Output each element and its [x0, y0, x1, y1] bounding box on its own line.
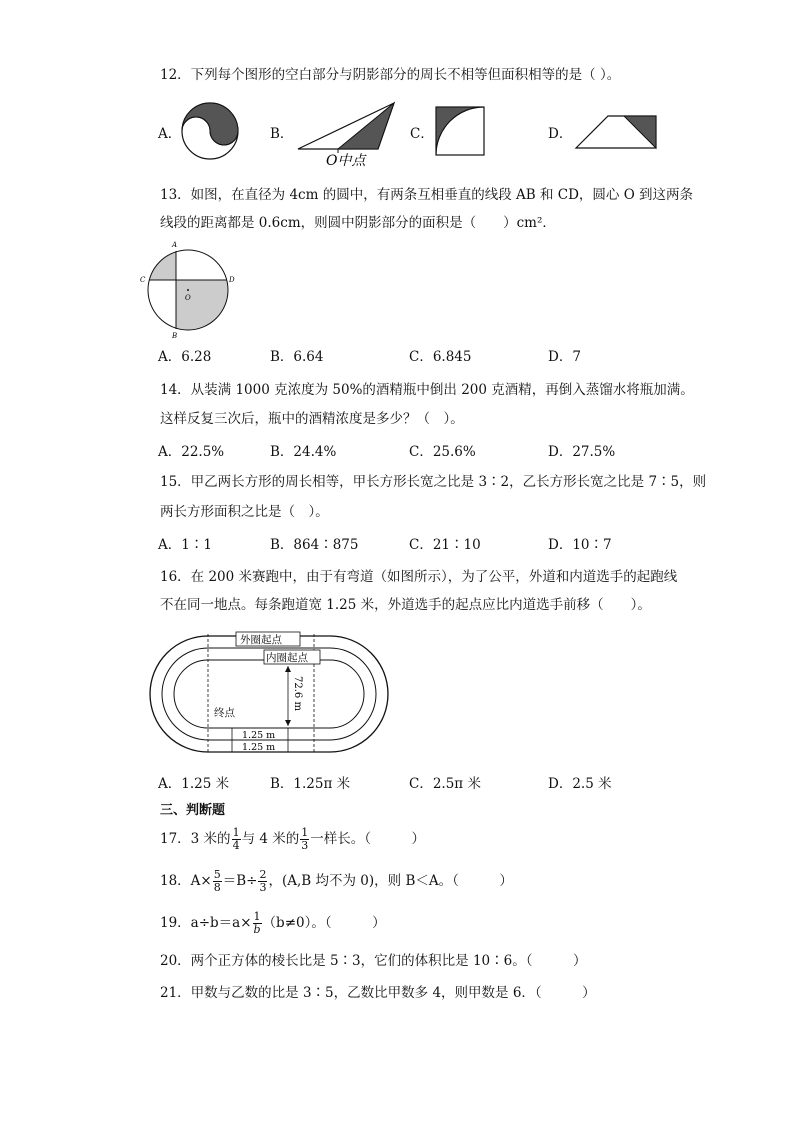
- question-13-line1: 13．如图，在直径为 4cm 的圆中，有两条互相垂直的线段 AB 和 CD，圆心 O 到这两条: [160, 187, 694, 203]
- question-19: [160, 908, 680, 938]
- q17-f2-numerator: 1: [301, 826, 309, 839]
- option-a[interactable]: A．22.5%: [158, 444, 225, 460]
- question-15-options: [158, 533, 698, 557]
- option-d[interactable]: D．2.5 米: [548, 776, 612, 792]
- track-lane2-label: 1.25 m: [242, 742, 276, 753]
- question-14-options: [158, 440, 698, 464]
- q18-part3: ，(A,B 均不为 0)，则 B＜A。（ ）: [268, 873, 513, 889]
- question-14-line2: 这样反复三次后，瓶中的酒精浓度是多少？（ ）。: [160, 411, 464, 427]
- option-d[interactable]: D．10∶7: [548, 537, 612, 553]
- q17-f2-denominator: 3: [301, 839, 309, 852]
- question-12-text: 12．下列每个图形的空白部分与阴影部分的周长不相等但面积相等的是（ ）。: [160, 67, 621, 83]
- q17-fraction-2: [300, 827, 309, 852]
- question-20: 20．两个正方体的棱长比是 5∶3，它们的体积比是 10∶6。（ ）: [160, 953, 587, 969]
- label-b: B: [172, 332, 178, 340]
- q12-figure-b-triangle: [296, 101, 406, 171]
- label-o: O: [185, 294, 191, 302]
- option-b[interactable]: B．6.64: [270, 349, 324, 365]
- q17-part2: 与 4 米的: [241, 831, 300, 847]
- option-c[interactable]: C．25.6%: [409, 444, 476, 460]
- q12-figure-b-label: O中点: [326, 153, 366, 169]
- q16-track-figure: [146, 630, 392, 758]
- option-c[interactable]: C．6.845: [409, 349, 472, 365]
- question-16-line1: 16．在 200 米赛跑中，由于有弯道（如图所示），为了公平，外道和内道选手的起跑线: [160, 569, 678, 585]
- track-length-label: 72.6 m: [292, 676, 303, 711]
- option-c[interactable]: C．: [410, 126, 434, 142]
- q12-figure-d-trapezoid: [574, 114, 660, 152]
- q17-f1-denominator: 4: [232, 839, 240, 852]
- q17-part1: 17．3 米的: [160, 831, 231, 847]
- track-inner-start: 内圈起点: [266, 652, 308, 664]
- question-14-line1: 14．从装满 1000 克浓度为 50%的酒精瓶中倒出 200 克酒精，再倒入蒸馏水将瓶加满。: [160, 382, 694, 398]
- q19-fraction-1: [253, 911, 262, 936]
- option-b[interactable]: B．864∶875: [270, 537, 359, 553]
- question-13-options: [158, 345, 698, 369]
- question-15-line1: 15．甲乙两长方形的周长相等，甲长方形长宽之比是 3∶2，乙长方形长宽之比是 7∶5，则: [160, 474, 707, 490]
- q19-part1: 19．a÷b＝a×: [160, 915, 252, 931]
- option-d[interactable]: D．7: [548, 349, 581, 365]
- question-17: [160, 824, 680, 854]
- question-16-options: [158, 772, 698, 796]
- q17-f1-numerator: 1: [232, 826, 240, 839]
- option-a[interactable]: A．: [158, 126, 182, 142]
- option-a[interactable]: A．1∶1: [158, 537, 212, 553]
- q18-part1: 18．A×: [160, 873, 212, 889]
- question-21: 21．甲数与乙数的比是 3∶5，乙数比甲数多 4，则甲数是 6．（ ）: [160, 985, 596, 1001]
- q18-f1-denominator: 8: [213, 881, 221, 894]
- q18-fraction-2: [258, 869, 267, 894]
- q12-figure-c-square: [434, 105, 486, 157]
- q18-f2-numerator: 2: [259, 868, 267, 881]
- track-lane1-label: 1.25 m: [242, 730, 276, 741]
- q19-part2: （b≠0）。（ ）: [262, 915, 386, 931]
- q18-fraction-1: [213, 869, 222, 894]
- q18-f2-denominator: 3: [259, 881, 267, 894]
- question-16-line2: 不在同一地点。每条跑道宽 1.25 米，外道选手的起点应比内道选手前移（ ）。: [160, 597, 651, 613]
- label-d: D: [229, 276, 235, 284]
- option-d[interactable]: D．27.5%: [548, 444, 616, 460]
- option-a[interactable]: A．1.25 米: [158, 776, 230, 792]
- option-a[interactable]: A．6.28: [158, 349, 212, 365]
- question-15-line2: 两长方形面积之比是（ ）。: [160, 504, 329, 520]
- option-b[interactable]: B．1.25π 米: [270, 776, 351, 792]
- track-outer-start: 外圈起点: [240, 634, 282, 646]
- question-13-line2: 线段的距离都是 0.6cm，则圆中阴影部分的面积是（ ）cm²．: [160, 215, 556, 231]
- q18-part2: ＝B÷: [222, 873, 258, 889]
- section-title-judgment: 三、判断题: [160, 803, 226, 818]
- option-b[interactable]: B．: [270, 126, 294, 142]
- q13-circle-figure: [138, 238, 242, 342]
- q12-figure-a-yinyang: [180, 101, 240, 161]
- q18-f1-numerator: 5: [213, 868, 221, 881]
- q19-f1-numerator: 1: [253, 910, 261, 923]
- question-18: [160, 866, 680, 896]
- q17-part3: 一样长。（ ）: [310, 831, 425, 847]
- option-d[interactable]: D．: [548, 126, 573, 142]
- option-b[interactable]: B．24.4%: [270, 444, 337, 460]
- option-c[interactable]: C．2.5π 米: [409, 776, 481, 792]
- q19-f1-denominator: b: [253, 923, 261, 936]
- option-c[interactable]: C．21∶10: [409, 537, 481, 553]
- label-a: A: [172, 241, 178, 249]
- label-c: C: [140, 276, 146, 284]
- q17-fraction-1: [232, 827, 241, 852]
- track-finish-label: 终点: [214, 707, 235, 719]
